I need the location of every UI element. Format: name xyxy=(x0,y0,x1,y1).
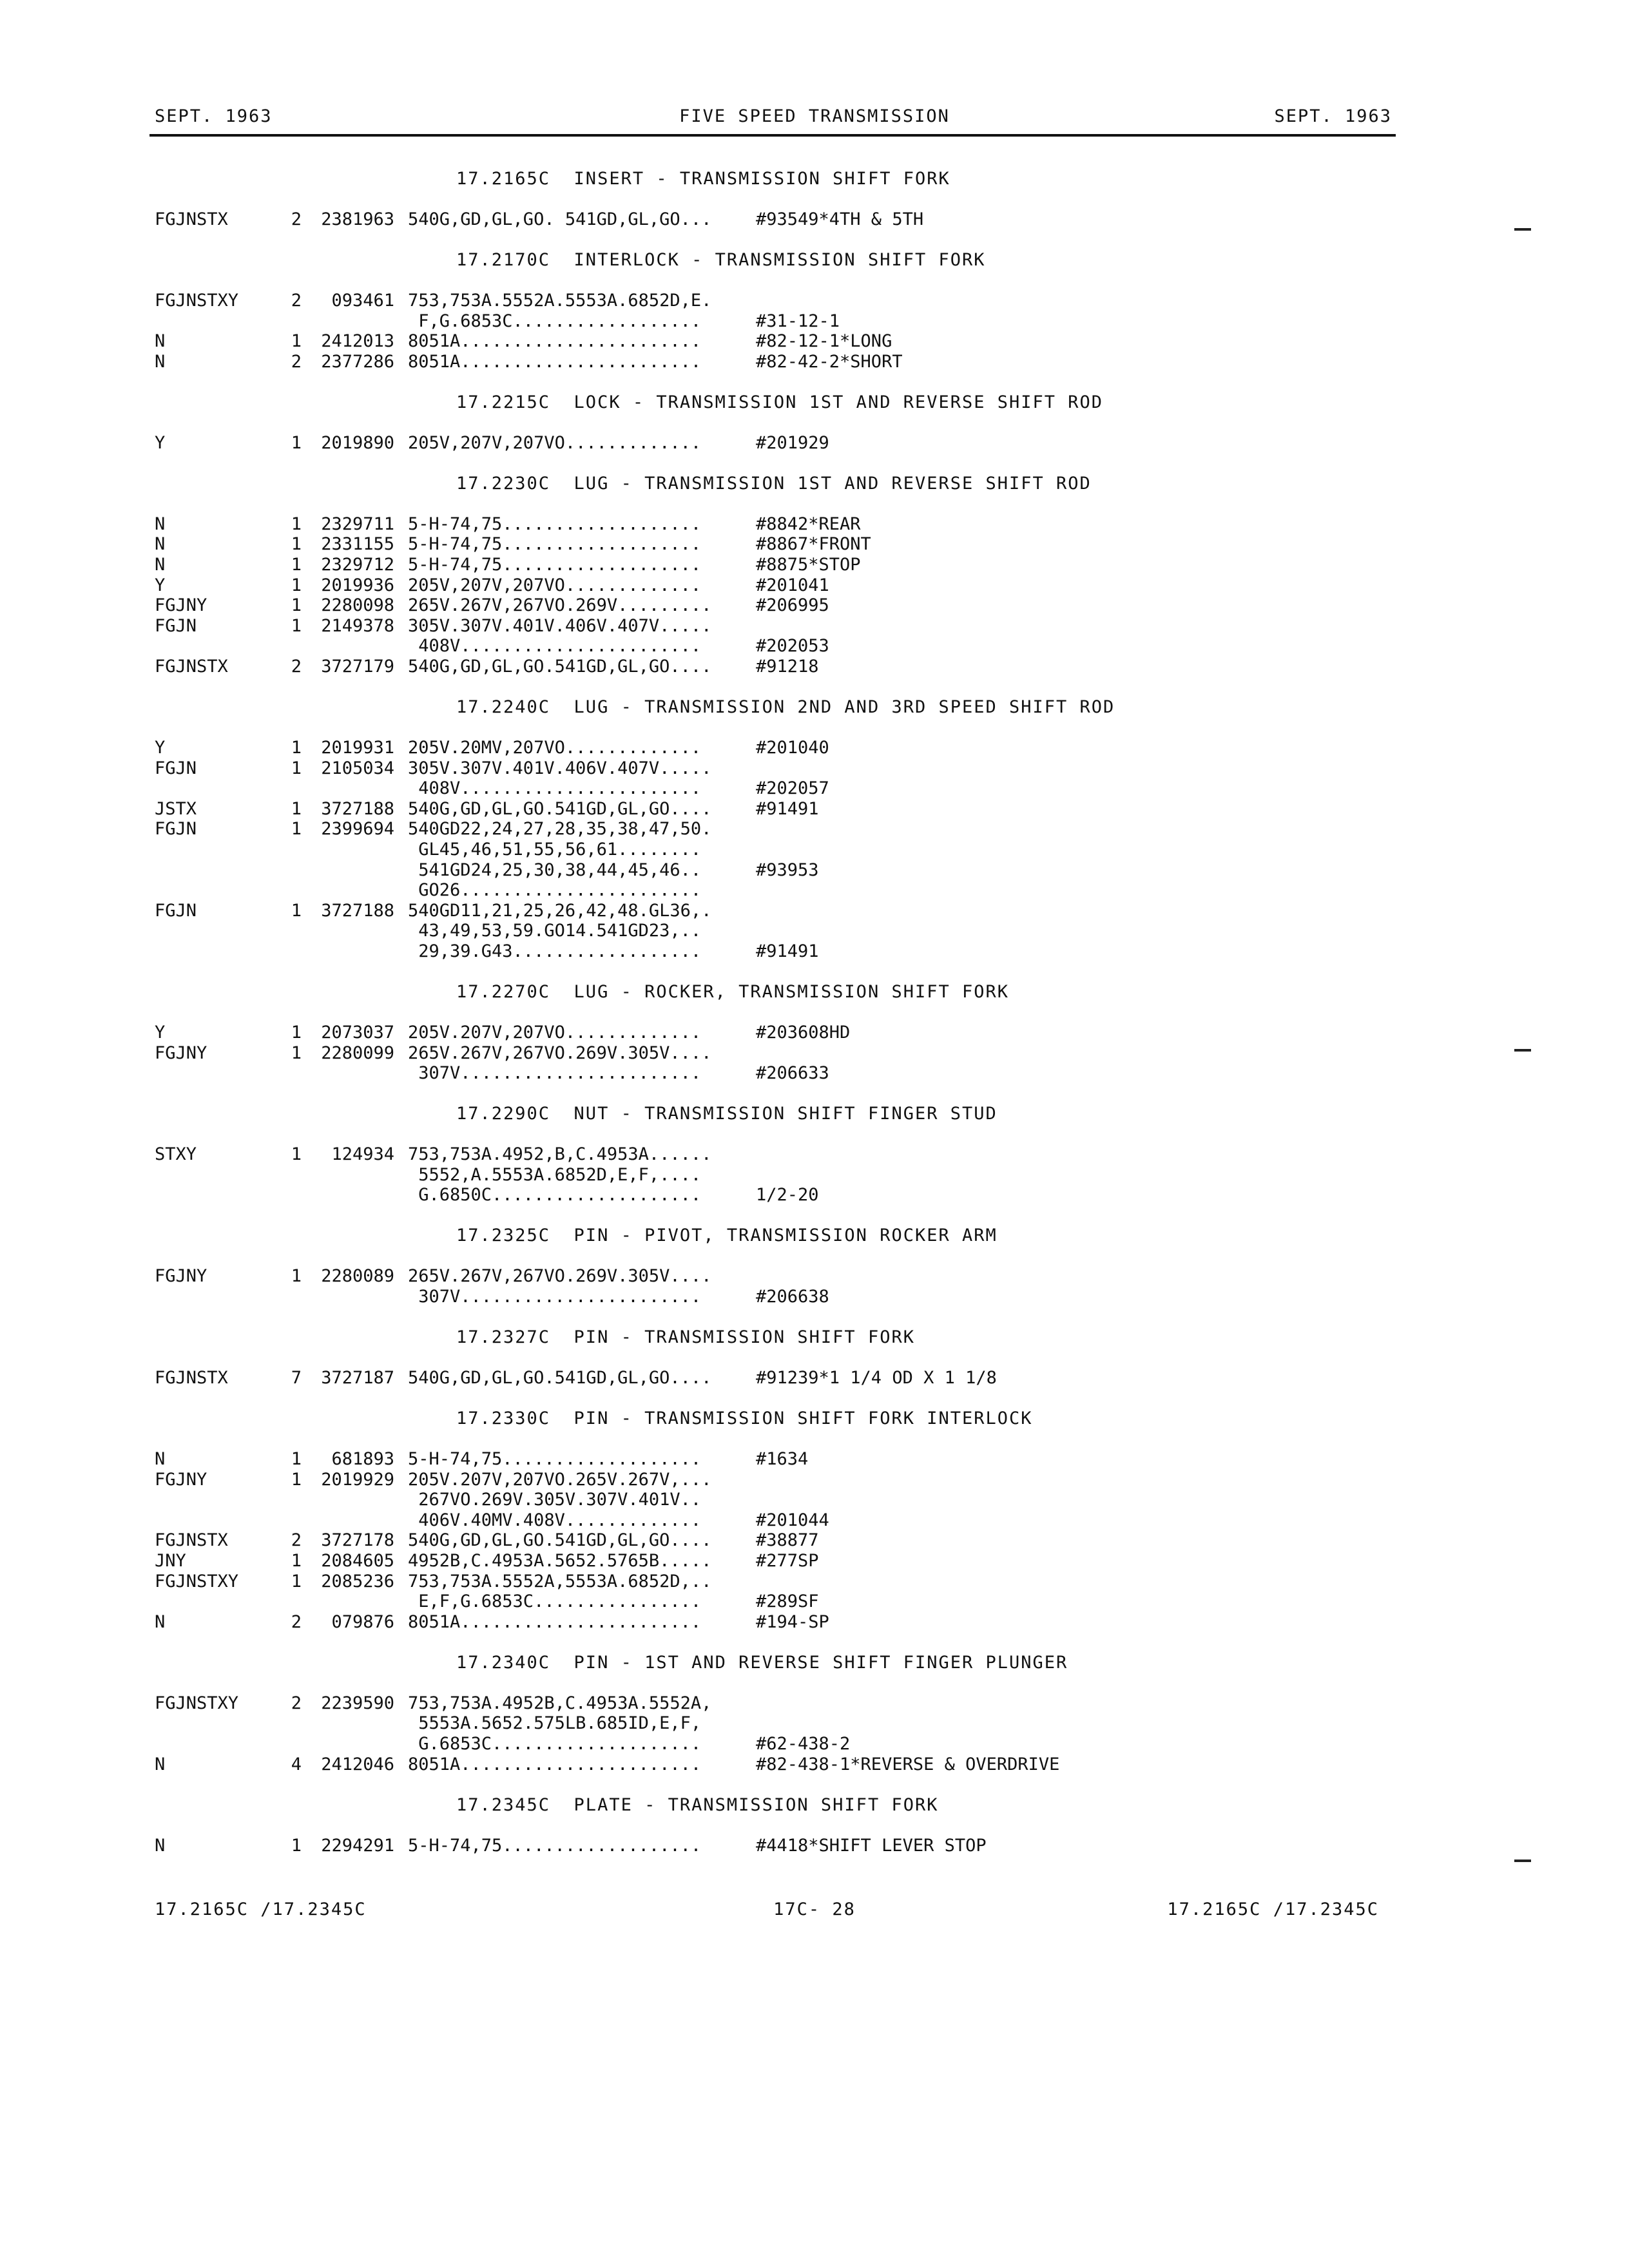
model-code: Y xyxy=(155,1023,166,1043)
quantity: 1 xyxy=(291,798,302,819)
model-code: FGJNSTXY xyxy=(155,1571,239,1591)
remark: #202053 xyxy=(756,636,829,657)
part-number: 2331155 xyxy=(321,534,394,555)
section-title: 17.2230C LUG - TRANSMISSION 1ST AND REVERSE SHIFT ROD xyxy=(456,473,1092,494)
quantity: 1 xyxy=(291,1469,302,1490)
part-number: 2280089 xyxy=(321,1266,394,1287)
part-number: 2412046 xyxy=(321,1754,394,1774)
quantity: 1 xyxy=(291,738,302,758)
model-code: FGJNY xyxy=(155,1469,207,1490)
model-code: N xyxy=(155,1754,166,1774)
model-applicability: 540G,GD,GL,GO.541GD,GL,GO.... xyxy=(408,657,712,677)
remark: #91239*1 1/4 OD X 1 1/8 xyxy=(756,1368,997,1388)
part-number: 2280098 xyxy=(321,595,394,616)
model-applicability: 5-H-74,75................... xyxy=(408,534,702,555)
remark: #194-SP xyxy=(756,1611,829,1632)
part-number: 2239590 xyxy=(321,1693,394,1713)
footer-range-left: 17.2165C /17.2345C xyxy=(155,1899,367,1919)
model-code: N xyxy=(155,331,166,352)
footer-range-right: 17.2165C /17.2345C xyxy=(1167,1899,1379,1919)
part-number: 2019931 xyxy=(321,738,394,758)
model-applicability: 406V.40MV.408V............. xyxy=(408,1510,702,1530)
model-applicability: 5-H-74,75................... xyxy=(408,1449,702,1469)
quantity: 2 xyxy=(291,209,302,229)
part-number: 079876 xyxy=(331,1611,394,1632)
model-applicability: 265V.267V,267VO.269V......... xyxy=(408,595,712,616)
model-code: JSTX xyxy=(155,798,197,819)
model-applicability: 540G,GD,GL,GO.541GD,GL,GO.... xyxy=(408,1530,712,1551)
remark: #289SF xyxy=(756,1591,819,1612)
part-number: 093461 xyxy=(331,291,394,311)
quantity: 1 xyxy=(291,1144,302,1165)
model-applicability: 205V.207V,207VO.265V.267V,... xyxy=(408,1469,712,1490)
remark: #4418*SHIFT LEVER STOP xyxy=(756,1835,987,1856)
model-applicability: G.6850C.................... xyxy=(408,1185,702,1206)
model-code: FGJNSTX xyxy=(155,1530,228,1551)
section-title: 17.2170C INTERLOCK - TRANSMISSION SHIFT FORK xyxy=(456,250,986,270)
quantity: 2 xyxy=(291,657,302,677)
remark: #82-12-1*LONG xyxy=(756,331,892,352)
part-number: 2377286 xyxy=(321,351,394,372)
part-number: 3727188 xyxy=(321,900,394,921)
remark: #206995 xyxy=(756,595,829,616)
margin-mark xyxy=(1514,228,1531,231)
part-number: 2105034 xyxy=(321,758,394,778)
part-number: 3727188 xyxy=(321,798,394,819)
remark: #82-438-1*REVERSE & OVERDRIVE xyxy=(756,1754,1060,1774)
model-applicability: GO26....................... xyxy=(408,880,702,901)
model-code: FGJNSTXY xyxy=(155,291,239,311)
model-applicability: 8051A....................... xyxy=(408,1754,702,1774)
part-number: 681893 xyxy=(331,1449,394,1469)
section-title: 17.2270C LUG - ROCKER, TRANSMISSION SHIFT FORK xyxy=(456,982,1010,1002)
remark: #93953 xyxy=(756,860,819,880)
quantity: 1 xyxy=(291,1835,302,1856)
model-code: Y xyxy=(155,575,166,595)
quantity: 1 xyxy=(291,514,302,534)
model-applicability: 4952B,C.4953A.5652.5765B..... xyxy=(408,1551,712,1571)
model-applicability: 205V,207V,207VO............. xyxy=(408,432,702,453)
model-applicability: 5-H-74,75................... xyxy=(408,514,702,534)
remark: #82-42-2*SHORT xyxy=(756,351,903,372)
model-code: JNY xyxy=(155,1551,186,1571)
model-applicability: 265V.267V,267VO.269V.305V.... xyxy=(408,1043,712,1063)
remark: #31-12-1 xyxy=(756,311,840,331)
remark: #91491 xyxy=(756,941,819,961)
model-applicability: 43,49,53,59.GO14.541GD23,.. xyxy=(408,921,702,941)
model-applicability: 267VO.269V.305V.307V.401V.. xyxy=(408,1490,702,1510)
remark: #206633 xyxy=(756,1063,829,1084)
model-code: FGJNY xyxy=(155,1043,207,1063)
section-title: 17.2345C PLATE - TRANSMISSION SHIFT FORK xyxy=(456,1794,939,1815)
quantity: 1 xyxy=(291,900,302,921)
quantity: 1 xyxy=(291,575,302,595)
model-code: STXY xyxy=(155,1144,197,1165)
model-applicability: 307V....................... xyxy=(408,1063,702,1084)
model-code: Y xyxy=(155,432,166,453)
part-number: 3727187 xyxy=(321,1368,394,1388)
part-number: 3727178 xyxy=(321,1530,394,1551)
remark: #201040 xyxy=(756,738,829,758)
model-code: FGJNSTX xyxy=(155,1368,228,1388)
part-number: 2019929 xyxy=(321,1469,394,1490)
model-applicability: F,G.6853C.................. xyxy=(408,311,702,331)
model-applicability: 29,39.G43.................. xyxy=(408,941,702,961)
model-code: FGJN xyxy=(155,758,197,778)
section-title: 17.2325C PIN - PIVOT, TRANSMISSION ROCKER ARM xyxy=(456,1225,998,1246)
model-code: N xyxy=(155,555,166,575)
model-applicability: 8051A....................... xyxy=(408,331,702,352)
section-title: 17.2340C PIN - 1ST AND REVERSE SHIFT FINGER PLUNGER xyxy=(456,1652,1068,1673)
quantity: 2 xyxy=(291,1693,302,1713)
remark: #91491 xyxy=(756,798,819,819)
model-applicability: 305V.307V.401V.406V.407V..... xyxy=(408,758,712,778)
part-number: 2073037 xyxy=(321,1023,394,1043)
model-code: FGJN xyxy=(155,900,197,921)
remark: 1/2-20 xyxy=(756,1185,819,1206)
remark: #201929 xyxy=(756,432,829,453)
model-code: Y xyxy=(155,738,166,758)
part-number: 2280099 xyxy=(321,1043,394,1063)
part-number: 2381963 xyxy=(321,209,394,229)
model-applicability: 8051A....................... xyxy=(408,1611,702,1632)
quantity: 1 xyxy=(291,1551,302,1571)
header-title: FIVE SPEED TRANSMISSION xyxy=(679,106,950,126)
section-title: 17.2165C INSERT - TRANSMISSION SHIFT FORK xyxy=(456,169,950,189)
model-applicability: 541GD24,25,30,38,44,45,46.. xyxy=(408,860,702,880)
model-applicability: 540GD11,21,25,26,42,48.GL36,. xyxy=(408,900,712,921)
quantity: 4 xyxy=(291,1754,302,1774)
model-applicability: 205V,207V,207VO............. xyxy=(408,575,702,595)
footer-page-number: 17C- 28 xyxy=(773,1899,856,1919)
quantity: 1 xyxy=(291,331,302,352)
quantity: 1 xyxy=(291,595,302,616)
model-code: FGJNSTX xyxy=(155,657,228,677)
model-code: N xyxy=(155,1611,166,1632)
model-applicability: 205V.207V,207VO............. xyxy=(408,1023,702,1043)
section-title: 17.2240C LUG - TRANSMISSION 2ND AND 3RD SPEED SHIFT ROD xyxy=(456,697,1115,717)
model-applicability: 408V....................... xyxy=(408,778,702,799)
model-applicability: 5-H-74,75................... xyxy=(408,555,702,575)
model-applicability: G.6853C.................... xyxy=(408,1734,702,1754)
remark: #38877 xyxy=(756,1530,819,1551)
part-number: 2149378 xyxy=(321,615,394,636)
header-date-left: SEPT. 1963 xyxy=(155,106,273,126)
part-number: 2085236 xyxy=(321,1571,394,1591)
model-code: FGJN xyxy=(155,615,197,636)
model-applicability: E,F,G.6853C................ xyxy=(408,1591,702,1612)
part-number: 124934 xyxy=(331,1144,394,1165)
part-number: 2019936 xyxy=(321,575,394,595)
quantity: 2 xyxy=(291,291,302,311)
model-code: N xyxy=(155,1449,166,1469)
part-number: 2329711 xyxy=(321,514,394,534)
remark: #277SP xyxy=(756,1551,819,1571)
model-applicability: 408V....................... xyxy=(408,636,702,657)
model-applicability: 265V.267V,267VO.269V.305V.... xyxy=(408,1266,712,1287)
remark: #8867*FRONT xyxy=(756,534,871,555)
quantity: 1 xyxy=(291,1266,302,1287)
quantity: 1 xyxy=(291,615,302,636)
model-applicability: 307V....................... xyxy=(408,1287,702,1307)
model-code: FGJNY xyxy=(155,1266,207,1287)
part-number: 2329712 xyxy=(321,555,394,575)
model-applicability: 540GD22,24,27,28,35,38,47,50. xyxy=(408,819,712,840)
margin-mark xyxy=(1514,1049,1531,1052)
model-applicability: 205V.20MV,207VO............. xyxy=(408,738,702,758)
model-applicability: 753,753A.4952,B,C.4953A...... xyxy=(408,1144,712,1165)
model-code: N xyxy=(155,514,166,534)
quantity: 1 xyxy=(291,1023,302,1043)
model-applicability: 5553A.5652.575LB.685ID,E,F, xyxy=(408,1713,702,1734)
quantity: 1 xyxy=(291,1449,302,1469)
part-number: 2294291 xyxy=(321,1835,394,1856)
quantity: 1 xyxy=(291,1571,302,1591)
model-applicability: GL45,46,51,55,56,61........ xyxy=(408,840,702,860)
remark: #8842*REAR xyxy=(756,514,861,534)
quantity: 1 xyxy=(291,432,302,453)
model-applicability: 540G,GD,GL,GO.541GD,GL,GO.... xyxy=(408,1368,712,1388)
model-code: FGJNY xyxy=(155,595,207,616)
remark: #93549*4TH & 5TH xyxy=(756,209,924,229)
remark: #206638 xyxy=(756,1287,829,1307)
remark: #91218 xyxy=(756,657,819,677)
quantity: 1 xyxy=(291,555,302,575)
model-code: FGJNSTXY xyxy=(155,1693,239,1713)
model-code: FGJN xyxy=(155,819,197,840)
quantity: 2 xyxy=(291,351,302,372)
remark: #201044 xyxy=(756,1510,829,1530)
section-title: 17.2330C PIN - TRANSMISSION SHIFT FORK INTERLOCK xyxy=(456,1408,1033,1428)
model-applicability: 8051A....................... xyxy=(408,351,702,372)
remark: #201041 xyxy=(756,575,829,595)
part-number: 3727179 xyxy=(321,657,394,677)
quantity: 2 xyxy=(291,1611,302,1632)
quantity: 1 xyxy=(291,758,302,778)
section-title: 17.2327C PIN - TRANSMISSION SHIFT FORK xyxy=(456,1327,915,1347)
model-applicability: 540G,GD,GL,GO. 541GD,GL,GO... xyxy=(408,209,712,229)
model-code: FGJNSTX xyxy=(155,209,228,229)
remark: #62-438-2 xyxy=(756,1734,851,1754)
margin-mark xyxy=(1514,1860,1531,1862)
model-applicability: 753,753A.5552A,5553A.6852D,.. xyxy=(408,1571,712,1591)
quantity: 2 xyxy=(291,1530,302,1551)
remark: #8875*STOP xyxy=(756,555,861,575)
quantity: 7 xyxy=(291,1368,302,1388)
model-applicability: 5552,A.5553A.6852D,E,F,.... xyxy=(408,1164,702,1185)
model-code: N xyxy=(155,351,166,372)
section-title: 17.2290C NUT - TRANSMISSION SHIFT FINGER STUD xyxy=(456,1104,998,1124)
part-number: 2084605 xyxy=(321,1551,394,1571)
quantity: 1 xyxy=(291,534,302,555)
part-number: 2399694 xyxy=(321,819,394,840)
remark: #202057 xyxy=(756,778,829,799)
model-code: N xyxy=(155,534,166,555)
model-code: N xyxy=(155,1835,166,1856)
model-applicability: 540G,GD,GL,GO.541GD,GL,GO.... xyxy=(408,798,712,819)
model-applicability: 753,753A.4952B,C.4953A.5552A, xyxy=(408,1693,712,1713)
quantity: 1 xyxy=(291,819,302,840)
quantity: 1 xyxy=(291,1043,302,1063)
remark: #1634 xyxy=(756,1449,809,1469)
part-number: 2412013 xyxy=(321,331,394,352)
part-number: 2019890 xyxy=(321,432,394,453)
model-applicability: 5-H-74,75................... xyxy=(408,1835,702,1856)
model-applicability: 753,753A.5552A.5553A.6852D,E. xyxy=(408,291,712,311)
section-title: 17.2215C LOCK - TRANSMISSION 1ST AND REVERSE SHIFT ROD xyxy=(456,392,1104,412)
model-applicability: 305V.307V.401V.406V.407V..... xyxy=(408,615,712,636)
remark: #203608HD xyxy=(756,1023,851,1043)
header-date-right: SEPT. 1963 xyxy=(1274,106,1392,126)
